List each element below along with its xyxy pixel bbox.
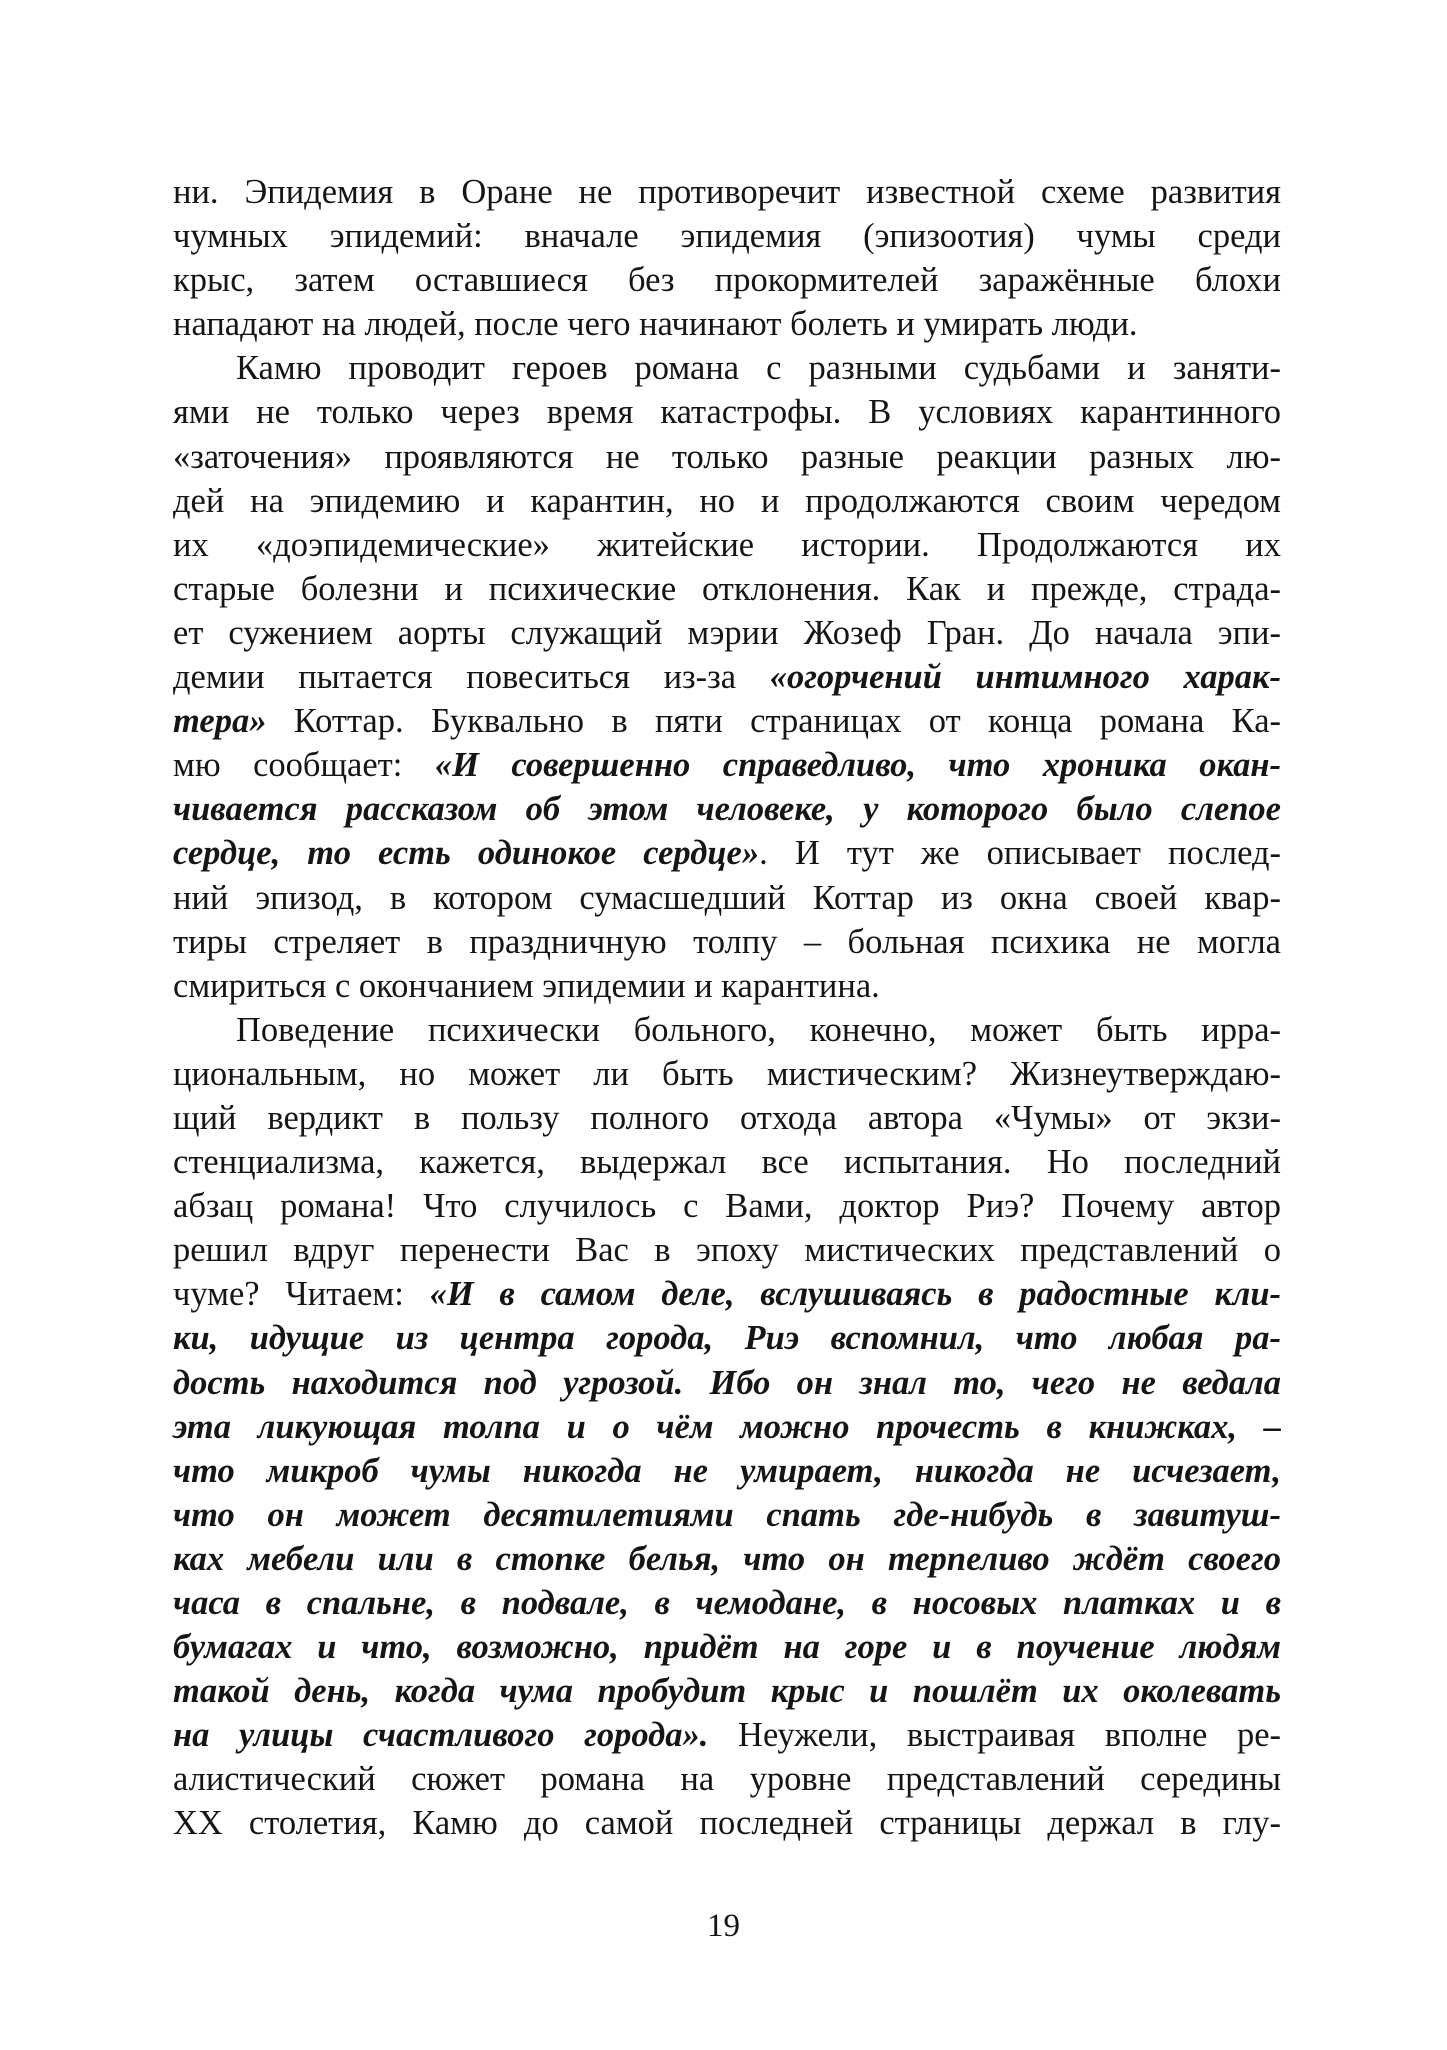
text-line bbox=[173, 302, 1281, 346]
text-line bbox=[173, 1449, 1281, 1493]
text-line bbox=[173, 1140, 1281, 1184]
text-fragment: тиры стреляет в праздничную толпу – больная психика не могла bbox=[173, 922, 1281, 961]
text-line bbox=[173, 1184, 1281, 1228]
text-fragment: XX столетия, Камю до самой последней страницы держал в глу- bbox=[173, 1804, 1281, 1843]
text-line bbox=[173, 1493, 1281, 1537]
text-fragment: «заточения» проявляются не только разные реакции разных лю- bbox=[173, 437, 1281, 476]
text-line bbox=[173, 1272, 1281, 1316]
body-text bbox=[173, 170, 1281, 1846]
quote-fragment: дость находится под угрозой. Ибо он знал то, чего не ведала bbox=[173, 1363, 1281, 1402]
text-line bbox=[173, 523, 1281, 567]
quote-fragment: ки, идущие из центра города, Риэ вспомнил, что любая ра- bbox=[173, 1319, 1281, 1358]
quote-fragment: такой день, когда чума пробудит крыс и пошлёт их околевать bbox=[173, 1672, 1281, 1711]
text-line bbox=[173, 1581, 1281, 1625]
text-fragment: . И тут же описывает послед- bbox=[759, 834, 1281, 873]
quote-fragment: «И совершенно справедливо, что хроника окан- bbox=[434, 746, 1281, 785]
text-line bbox=[173, 479, 1281, 523]
text-line bbox=[173, 390, 1281, 434]
text-line bbox=[173, 611, 1281, 655]
quote-fragment: тера» bbox=[173, 702, 267, 741]
text-line bbox=[173, 435, 1281, 479]
text-line bbox=[173, 1228, 1281, 1272]
text-line bbox=[173, 655, 1281, 699]
text-fragment: смириться с окончанием эпидемии и карантина. bbox=[173, 966, 880, 1005]
quote-fragment: «огорчений интимного харак- bbox=[769, 658, 1281, 697]
text-line bbox=[173, 1052, 1281, 1096]
text-fragment: щий вердикт в пользу полного отхода автора «Чумы» от экзи- bbox=[173, 1098, 1281, 1137]
quote-fragment: что микроб чумы никогда не умирает, никогда не исчезает, bbox=[173, 1451, 1281, 1490]
text-fragment: ями не только через время катастрофы. В условиях карантинного bbox=[173, 393, 1281, 432]
text-line bbox=[173, 920, 1281, 964]
text-line bbox=[173, 170, 1281, 214]
quote-fragment: бумагах и что, возможно, придёт на горе и в поучение людям bbox=[173, 1628, 1281, 1667]
text-fragment: циональным, но может ли быть мистическим? Жизнеутверждаю- bbox=[173, 1054, 1281, 1093]
text-fragment: демии пытается повеситься из-за bbox=[173, 658, 770, 697]
quote-fragment: что он может десятилетиями спать где-нибудь в завитуш- bbox=[173, 1495, 1281, 1534]
text-fragment: чумных эпидемий: вначале эпидемия (эпизоотия) чумы среди bbox=[173, 217, 1281, 256]
text-fragment: Камю проводит героев романа с разными судьбами и заняти- bbox=[236, 349, 1281, 388]
text-line bbox=[173, 831, 1281, 875]
quote-fragment: ках мебели или в стопке белья, что он терпеливо ждёт своего bbox=[173, 1539, 1281, 1578]
text-fragment: Неужели, выстраивая вполне ре- bbox=[708, 1716, 1282, 1755]
text-fragment: дей на эпидемию и карантин, но и продолжаются своим чередом bbox=[173, 481, 1281, 520]
text-fragment: абзац романа! Что случилось с Вами, доктор Риэ? Почему автор bbox=[173, 1187, 1281, 1226]
text-line bbox=[173, 1713, 1281, 1757]
text-line bbox=[173, 964, 1281, 1008]
text-fragment: их «доэпидемические» житейские истории. Продолжаются их bbox=[173, 525, 1281, 564]
text-fragment: крыс, затем оставшиеся без прокормителей заражённые блохи bbox=[173, 261, 1281, 300]
text-line bbox=[173, 1537, 1281, 1581]
text-fragment: ни. Эпидемия в Оране не противоречит известной схеме развития bbox=[173, 173, 1281, 211]
text-fragment: решил вдруг перенести Вас в эпоху мистических представлений о bbox=[173, 1231, 1281, 1270]
text-fragment: алистический сюжет романа на уровне представлений середины bbox=[173, 1760, 1281, 1799]
text-line bbox=[173, 1361, 1281, 1405]
page-number: 19 bbox=[707, 1908, 740, 1944]
text-line bbox=[173, 1405, 1281, 1449]
quote-fragment: эта ликующая толпа и о чём можно прочесть в книжках, – bbox=[173, 1407, 1281, 1446]
quote-fragment: чивается рассказом об этом человеке, у которого было слепое bbox=[173, 790, 1281, 829]
text-fragment: Коттар. Буквально в пяти страницах от конца романа Ка- bbox=[266, 702, 1281, 741]
text-fragment: мю сообщает: bbox=[173, 746, 435, 785]
quote-fragment: «И в самом деле, вслушиваясь в радостные кли- bbox=[429, 1275, 1282, 1314]
quote-fragment: на улицы счастливого города». bbox=[173, 1716, 709, 1755]
text-line bbox=[173, 1316, 1281, 1360]
text-fragment: ний эпизод, в котором сумасшедший Коттар из окна своей квар- bbox=[173, 878, 1281, 917]
text-fragment: чуме? Читаем: bbox=[173, 1275, 430, 1314]
text-fragment: ет сужением аорты служащий мэрии Жозеф Гран. До начала эпи- bbox=[173, 613, 1281, 652]
text-fragment: старые болезни и психические отклонения. Как и прежде, страда- bbox=[173, 569, 1281, 608]
text-fragment: Поведение психически больного, конечно, может быть ирра- bbox=[236, 1010, 1281, 1049]
text-line bbox=[173, 699, 1281, 743]
text-line bbox=[173, 346, 1281, 390]
quote-fragment: часа в спальне, в подвале, в чемодане, в носовых платках и в bbox=[173, 1584, 1281, 1622]
text-fragment: стенциализма, кажется, выдержал все испытания. Но последний bbox=[173, 1143, 1281, 1182]
text-line bbox=[173, 1008, 1281, 1052]
text-line bbox=[173, 787, 1281, 831]
text-line bbox=[173, 1669, 1281, 1713]
text-line bbox=[173, 876, 1281, 920]
text-line bbox=[173, 1625, 1281, 1669]
text-fragment: нападают на людей, после чего начинают болеть и умирать люди. bbox=[173, 305, 1138, 344]
quote-fragment: сердце, то есть одинокое сердце» bbox=[173, 834, 760, 873]
text-line bbox=[173, 567, 1281, 611]
text-line bbox=[173, 743, 1281, 787]
text-line bbox=[173, 1801, 1281, 1845]
text-line bbox=[173, 1757, 1281, 1801]
text-line bbox=[173, 258, 1281, 302]
text-line bbox=[173, 214, 1281, 258]
text-line bbox=[173, 1096, 1281, 1140]
